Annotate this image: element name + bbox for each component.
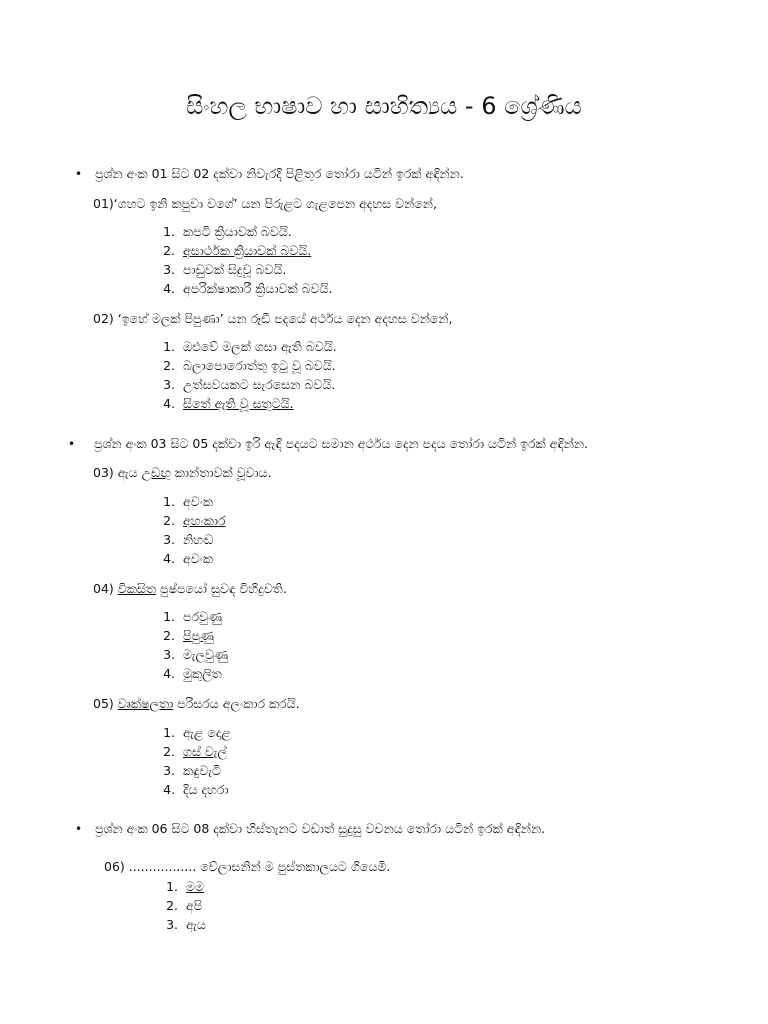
q05-option-3[interactable]: 3. කඳුවැටි [163, 763, 221, 778]
instruction-text: ප්‍රශ්න අංක 01 සිට 02 දක්වා නිවැරදි පිළිතුර තෝරා යටින් ඉරක් අඳින්න. [95, 166, 464, 181]
bullet-icon: • [75, 822, 83, 836]
question-02: 02) ‘ඉහේ මලක් පිපුණා’ යන රූඩී පදයේ අර්ථය දෙන අදහස වන්නේ, [93, 311, 453, 326]
question-01: 01)‘ගහට ඉනි කපුවා වගේ’ යන පිරුළට ගැළපෙන අදහස වන්නේ, [93, 196, 437, 211]
q01-option-2[interactable]: 2. අසාර්ථක ක්‍රියාවක් බවයි. [163, 243, 312, 258]
q02-option-1[interactable]: 1. ඔළුවේ මලක් ගසා ඇති බවයි. [163, 339, 337, 354]
instruction-text: ප්‍රශ්න අංක 06 සිට 08 දක්වා හිස්තැනට වඩාත් සුදුසු වචනය තෝරා යටින් ඉරක් අඳින්න. [95, 821, 546, 836]
question-03: 03) ඇය උඩඟු කාන්තාවක් වූවාය. [93, 465, 272, 480]
question-05: 05) වෘක්ෂලතා පරිසරය අලංකාර කරයි. [93, 696, 300, 711]
q06-option-3[interactable]: 3. ඇය [166, 917, 206, 932]
q06-option-1[interactable]: 1. මම [166, 879, 204, 894]
instruction-text: ප්‍රශ්න අංක 03 සිට 05 දක්වා ඉරි ඇඳි පදයට සමාන අර්ථය දෙන පදය තෝරා යටින් ඉරක් අඳින්න. [94, 436, 588, 451]
q02-option-3[interactable]: 3. උත්සවයකට සැරසෙන බවයි. [163, 377, 336, 392]
q01-option-1[interactable]: 1. කපටි ක්‍රියාවක් බවයි. [163, 224, 292, 239]
q02-option-2[interactable]: 2. බලාපොරොත්තු ඉටු වූ බවයි. [163, 358, 336, 373]
q03-option-4[interactable]: 4. අවංක [163, 551, 214, 566]
bullet-icon: • [68, 437, 76, 451]
q05-option-4[interactable]: 4. දිය දහරා [163, 782, 229, 797]
question-06: 06) ................. වේලාසනින් ම පුස්තකාලයට ගියෙමි. [104, 859, 391, 874]
q02-option-4[interactable]: 4. සිතේ ඇති වූ සතුටයි. [163, 396, 294, 411]
q01-option-4[interactable]: 4. අපරික්ෂාකාරී ක්‍රියාවක් බවයි. [163, 281, 333, 296]
q04-option-2[interactable]: 2. පිපුණු [163, 628, 214, 643]
q03-option-1[interactable]: 1. අවංක [163, 494, 214, 509]
section-3-instruction [75, 820, 545, 838]
q01-option-3[interactable]: 3. පාඩුවක් සිදුවූ බවයි. [163, 262, 287, 277]
q04-option-1[interactable]: 1. පරවුණු [163, 609, 223, 624]
q04-option-3[interactable]: 3. මැලවුණු [163, 647, 229, 662]
q03-option-3[interactable]: 3. නිහඬ [163, 532, 214, 547]
q05-option-1[interactable]: 1. ඇළ දොළ [163, 725, 231, 740]
section-1-instruction [75, 165, 464, 183]
q04-option-4[interactable]: 4. මුකුලිත [163, 666, 222, 681]
q05-option-2[interactable]: 2. ගස් වැල් [163, 744, 227, 759]
bullet-icon: • [75, 167, 83, 181]
question-04: 04) විකසිත පුෂ්පයෝ සුවඳ විහිදුවති. [93, 581, 287, 596]
page-title: සිංහල භාෂාව හා සාහිත්‍යය - 6 ශ්‍රේණිය [186, 92, 582, 120]
q06-option-2[interactable]: 2. අපි [166, 898, 203, 913]
section-2-instruction [68, 435, 588, 453]
q03-option-2[interactable]: 2. අහංකාර [163, 513, 226, 528]
